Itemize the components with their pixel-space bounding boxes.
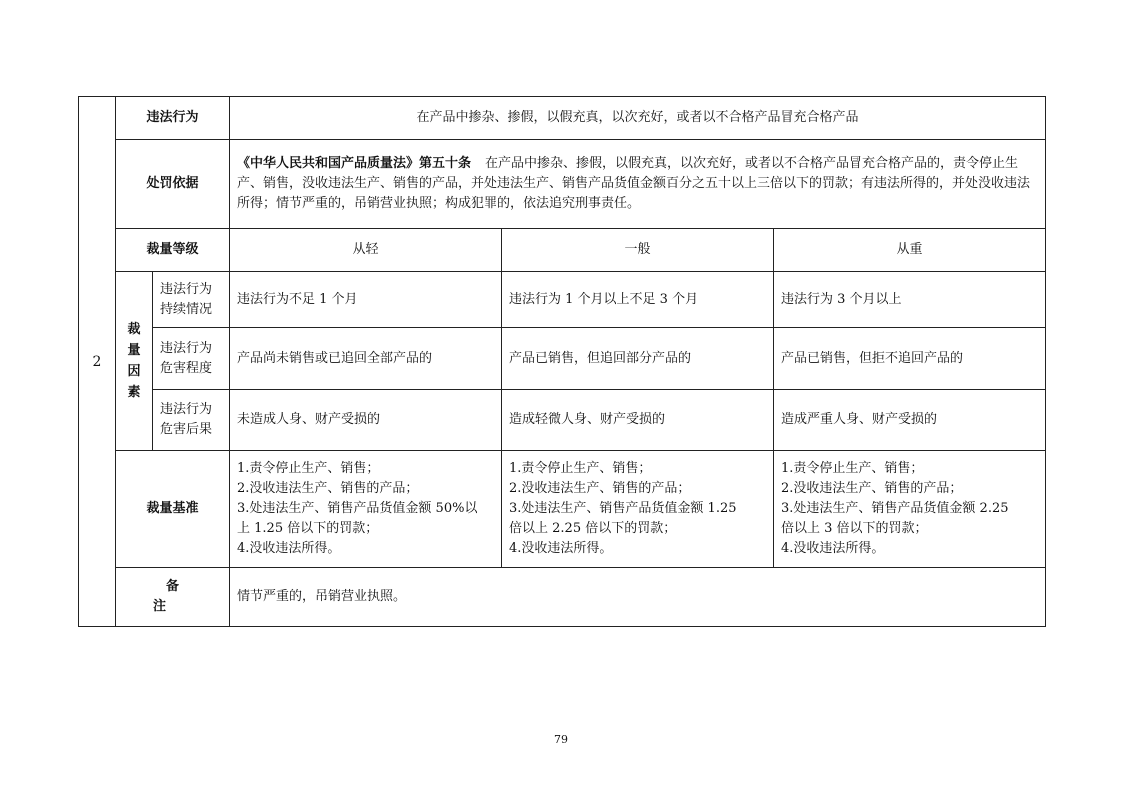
factor-row-duration <box>79 272 1046 328</box>
standard-item: 3.处违法生产、销售产品货值金额 1.25 <box>509 501 737 516</box>
violation-text: 在产品中掺杂、掺假，以假充真，以次充好，或者以不合格产品冒充合格产品 <box>230 97 1046 140</box>
remarks-row <box>79 568 1046 627</box>
law-title: 《中华人民共和国产品质量法》第五十条 <box>237 156 472 171</box>
factor-name-line: 违法行为 <box>160 281 213 297</box>
factor-name-line: 危害程度 <box>160 360 213 376</box>
penalty-discretion-table <box>78 96 1046 627</box>
factors-char-4: 素 <box>127 385 141 400</box>
factor-name-line: 危害后果 <box>160 422 213 437</box>
remarks-label-cell <box>116 568 230 627</box>
standard-item: 2.没收违法生产、销售的产品； <box>237 481 419 496</box>
sequence-number: 2 <box>79 97 116 627</box>
basis-label: 处罚依据 <box>116 140 230 229</box>
levels-row <box>79 229 1046 272</box>
factors-group-label <box>116 272 153 451</box>
standard-heavy <box>774 451 1046 568</box>
factor-row-consequence <box>79 390 1046 451</box>
remarks-text: 情节严重的，吊销营业执照。 <box>230 568 1046 627</box>
factor-name-line: 持续情况 <box>160 301 213 317</box>
factor-name-severity <box>153 328 230 390</box>
standard-item: 4.没收违法所得。 <box>781 541 885 556</box>
standard-general <box>502 451 774 568</box>
factor-severity-light: 产品尚未销售或已追回全部产品的 <box>230 328 502 390</box>
level-general: 一般 <box>502 229 774 272</box>
basis-text: 在产品中掺杂、掺假，以假充真，以次充好，或者以不合格产品冒充合格产品的，责令停止生产、销售，没收违法生产、销售的产品，并处违法生产、销售产品货值金额百分之五十以上三倍以下的罚款；有违法所得的，并处没收违法所得；情节严重的，吊销营业执照；构成犯罪的，依法追究刑事责任。 <box>237 156 1031 211</box>
factor-name-consequence <box>153 390 230 451</box>
factor-duration-general: 违法行为 1 个月以上不足 3 个月 <box>502 272 774 328</box>
basis-cell <box>230 140 1046 229</box>
factor-consequence-general: 造成轻微人身、财产受损的 <box>502 390 774 451</box>
basis-row <box>79 140 1046 229</box>
standard-light <box>230 451 502 568</box>
factor-consequence-heavy: 造成严重人身、财产受损的 <box>774 390 1046 451</box>
factors-char-3: 因 <box>127 364 141 379</box>
standard-item: 倍以上 2.25 倍以下的罚款； <box>509 521 677 536</box>
factor-name-line: 违法行为 <box>160 402 213 417</box>
factor-name-line: 违法行为 <box>160 340 213 356</box>
factor-row-severity <box>79 328 1046 390</box>
factor-consequence-light: 未造成人身、财产受损的 <box>230 390 502 451</box>
factor-severity-general: 产品已销售，但追回部分产品的 <box>502 328 774 390</box>
standard-label: 裁量基准 <box>116 451 230 568</box>
factor-name-duration <box>153 272 230 328</box>
violation-row <box>79 97 1046 140</box>
standard-row <box>79 451 1046 568</box>
standard-item: 倍以上 3 倍以下的罚款； <box>781 521 928 536</box>
page-number: 79 <box>554 733 568 746</box>
level-heavy: 从重 <box>774 229 1046 272</box>
standard-item: 4.没收违法所得。 <box>237 541 341 556</box>
factor-duration-heavy: 违法行为 3 个月以上 <box>774 272 1046 328</box>
factors-char-2: 量 <box>127 343 141 358</box>
factor-duration-light: 违法行为不足 1 个月 <box>230 272 502 328</box>
standard-item: 3.处违法生产、销售产品货值金额 50%以 <box>237 501 478 516</box>
standard-item: 3.处违法生产、销售产品货值金额 2.25 <box>781 501 1009 516</box>
level-light: 从轻 <box>230 229 502 272</box>
factors-char-1: 裁 <box>127 322 141 337</box>
standard-item: 1.责令停止生产、销售； <box>509 461 652 476</box>
violation-label: 违法行为 <box>116 97 230 140</box>
standard-item: 上 1.25 倍以下的罚款； <box>237 521 379 536</box>
standard-item: 1.责令停止生产、销售； <box>781 461 924 476</box>
standard-item: 4.没收违法所得。 <box>509 541 613 556</box>
standard-item: 2.没收违法生产、销售的产品； <box>509 481 691 496</box>
factor-severity-heavy: 产品已销售，但拒不追回产品的 <box>774 328 1046 390</box>
remarks-label: 备注 <box>153 579 206 614</box>
standard-item: 2.没收违法生产、销售的产品； <box>781 481 963 496</box>
levels-label: 裁量等级 <box>116 229 230 272</box>
standard-item: 1.责令停止生产、销售； <box>237 461 380 476</box>
